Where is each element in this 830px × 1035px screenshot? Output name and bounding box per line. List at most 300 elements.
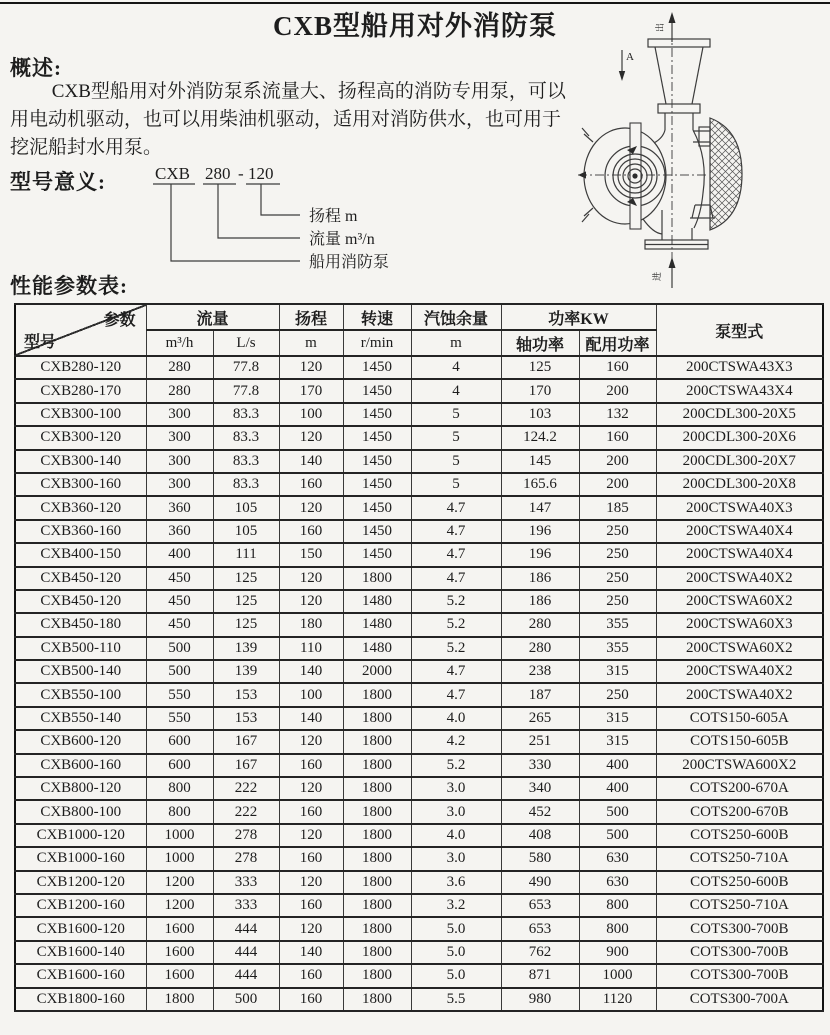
table-cell: 4.7 xyxy=(411,496,501,519)
table-cell: 120 xyxy=(279,871,343,894)
table-cell: 196 xyxy=(501,543,579,566)
table-cell: CXB360-160 xyxy=(15,520,146,543)
table-row xyxy=(15,496,823,519)
table-cell: 444 xyxy=(213,917,279,940)
table-cell: 160 xyxy=(279,754,343,777)
table-cell: 200CTSWA40X3 xyxy=(656,496,823,519)
table-cell: 200CDL300-20X6 xyxy=(656,426,823,449)
table-cell: 200 xyxy=(579,450,656,473)
table-row xyxy=(15,590,823,613)
table-cell: 800 xyxy=(579,917,656,940)
table-cell: 1450 xyxy=(343,426,411,449)
table-cell: 1800 xyxy=(343,707,411,730)
table-cell: 762 xyxy=(501,941,579,964)
table-cell: 4.7 xyxy=(411,567,501,590)
table-cell: 1480 xyxy=(343,637,411,660)
table-cell: CXB300-120 xyxy=(15,426,146,449)
table-cell: 1800 xyxy=(343,917,411,940)
table-cell: 83.3 xyxy=(213,473,279,496)
table-cell: CXB1600-140 xyxy=(15,941,146,964)
table-cell: 4.7 xyxy=(411,683,501,706)
table-cell: 1000 xyxy=(579,964,656,987)
table-cell: 250 xyxy=(579,590,656,613)
table-cell: CXB1000-120 xyxy=(15,824,146,847)
table-cell: 145 xyxy=(501,450,579,473)
table-cell: 1800 xyxy=(343,730,411,753)
table-cell: CXB280-170 xyxy=(15,379,146,402)
table-cell: 980 xyxy=(501,988,579,1011)
table-cell: 5.2 xyxy=(411,590,501,613)
table-cell: 200CTSWA60X3 xyxy=(656,613,823,636)
table-cell: 315 xyxy=(579,707,656,730)
table-cell: 200CDL300-20X8 xyxy=(656,473,823,496)
table-cell: 5 xyxy=(411,426,501,449)
table-cell: 167 xyxy=(213,730,279,753)
table-cell: 120 xyxy=(279,426,343,449)
table-cell: 500 xyxy=(579,824,656,847)
table-row xyxy=(15,683,823,706)
table-cell: COTS200-670B xyxy=(656,800,823,823)
table-cell: CXB1600-120 xyxy=(15,917,146,940)
table-cell: 4.7 xyxy=(411,660,501,683)
table-cell: 1200 xyxy=(146,871,213,894)
table-cell: 1800 xyxy=(343,567,411,590)
table-row xyxy=(15,379,823,402)
header-head-unit: m xyxy=(279,330,343,356)
table-cell: 140 xyxy=(279,941,343,964)
table-cell: 2000 xyxy=(343,660,411,683)
table-cell: 238 xyxy=(501,660,579,683)
table-cell: CXB1000-160 xyxy=(15,847,146,870)
table-cell: 124.2 xyxy=(501,426,579,449)
table-cell: 800 xyxy=(579,894,656,917)
table-cell: 278 xyxy=(213,847,279,870)
table-cell: 5.2 xyxy=(411,754,501,777)
table-cell: 600 xyxy=(146,730,213,753)
table-cell: 200CTSWA40X4 xyxy=(656,520,823,543)
table-cell: CXB400-150 xyxy=(15,543,146,566)
table-cell: 1800 xyxy=(343,800,411,823)
table-cell: CXB300-140 xyxy=(15,450,146,473)
table-cell: 280 xyxy=(146,356,213,379)
table-cell: 147 xyxy=(501,496,579,519)
table-cell: 125 xyxy=(213,613,279,636)
table-cell: 280 xyxy=(501,613,579,636)
table-row xyxy=(15,800,823,823)
table-cell: 1800 xyxy=(343,824,411,847)
model-meaning-diagram xyxy=(145,162,490,276)
table-cell: 160 xyxy=(279,473,343,496)
table-cell: 1800 xyxy=(343,964,411,987)
table-cell: 500 xyxy=(146,660,213,683)
table-cell: 160 xyxy=(279,988,343,1011)
table-cell: 1800 xyxy=(146,988,213,1011)
table-cell: 4.0 xyxy=(411,824,501,847)
table-cell: 200CTSWA40X2 xyxy=(656,567,823,590)
page-title: CXB型船用对外消防泵 xyxy=(272,11,557,41)
table-cell: 1600 xyxy=(146,964,213,987)
performance-table-body xyxy=(15,356,823,1011)
table-cell: 5 xyxy=(411,473,501,496)
table-cell: 5.2 xyxy=(411,613,501,636)
performance-table xyxy=(14,303,824,1012)
table-cell: COTS250-710A xyxy=(656,894,823,917)
section-a-label: A xyxy=(626,51,634,63)
table-row xyxy=(15,520,823,543)
table-cell: 4 xyxy=(411,379,501,402)
table-cell: 355 xyxy=(579,637,656,660)
overview-heading: 概述: xyxy=(10,56,62,80)
table-cell: 408 xyxy=(501,824,579,847)
table-cell: 340 xyxy=(501,777,579,800)
table-row xyxy=(15,637,823,660)
table-cell: 1800 xyxy=(343,894,411,917)
table-cell: CXB1200-120 xyxy=(15,871,146,894)
model-label-flow: 流量 m³/n xyxy=(309,231,375,248)
table-cell: 1450 xyxy=(343,473,411,496)
table-cell: 1450 xyxy=(343,496,411,519)
table-cell: CXB550-100 xyxy=(15,683,146,706)
table-cell: 1800 xyxy=(343,683,411,706)
table-row xyxy=(15,730,823,753)
header-flow-m3h: m³/h xyxy=(146,330,213,356)
table-cell: 150 xyxy=(279,543,343,566)
table-cell: 360 xyxy=(146,496,213,519)
table-cell: 800 xyxy=(146,777,213,800)
table-cell: 3.6 xyxy=(411,871,501,894)
table-cell: 111 xyxy=(213,543,279,566)
table-cell: CXB1600-160 xyxy=(15,964,146,987)
header-flow: 流量 xyxy=(146,304,279,330)
table-cell: 200CTSWA43X4 xyxy=(656,379,823,402)
table-cell: 250 xyxy=(579,683,656,706)
table-cell: 450 xyxy=(146,567,213,590)
table-row xyxy=(15,707,823,730)
table-cell: 315 xyxy=(579,730,656,753)
table-cell: 165.6 xyxy=(501,473,579,496)
table-cell: 3.0 xyxy=(411,800,501,823)
table-cell: 222 xyxy=(213,777,279,800)
table-row xyxy=(15,964,823,987)
table-cell: 160 xyxy=(279,964,343,987)
table-cell: CXB300-160 xyxy=(15,473,146,496)
table-row xyxy=(15,403,823,426)
table-cell: 500 xyxy=(579,800,656,823)
header-speed: 转速 xyxy=(343,304,411,330)
table-cell: 200CTSWA40X2 xyxy=(656,683,823,706)
table-cell: 4.2 xyxy=(411,730,501,753)
header-pump-type: 泵型式 xyxy=(656,304,823,356)
pump-technical-drawing xyxy=(575,0,830,295)
table-cell: 550 xyxy=(146,707,213,730)
table-cell: 630 xyxy=(579,847,656,870)
table-cell: 120 xyxy=(279,917,343,940)
table-cell: 200CDL300-20X5 xyxy=(656,403,823,426)
table-cell: 120 xyxy=(279,824,343,847)
table-cell: CXB450-180 xyxy=(15,613,146,636)
table-cell: 1600 xyxy=(146,917,213,940)
table-cell: CXB280-120 xyxy=(15,356,146,379)
table-cell: 580 xyxy=(501,847,579,870)
table-cell: 160 xyxy=(279,520,343,543)
table-cell: CXB450-120 xyxy=(15,590,146,613)
table-cell: 77.8 xyxy=(213,356,279,379)
table-cell: 200CTSWA600X2 xyxy=(656,754,823,777)
table-row xyxy=(15,871,823,894)
table-cell: COTS300-700B xyxy=(656,941,823,964)
table-cell: 200 xyxy=(579,473,656,496)
corner-label-model: 型号 xyxy=(24,334,57,351)
table-row xyxy=(15,356,823,379)
table-cell: 83.3 xyxy=(213,450,279,473)
table-row xyxy=(15,847,823,870)
table-cell: 3.2 xyxy=(411,894,501,917)
table-cell: 3.0 xyxy=(411,777,501,800)
model-code-prefix: CXB xyxy=(155,164,190,183)
header-head: 扬程 xyxy=(279,304,343,330)
table-cell: 185 xyxy=(579,496,656,519)
table-cell: CXB360-120 xyxy=(15,496,146,519)
table-cell: 1800 xyxy=(343,754,411,777)
table-cell: 1450 xyxy=(343,520,411,543)
outlet-flow-label: 出 xyxy=(655,22,665,32)
table-cell: 1000 xyxy=(146,847,213,870)
table-cell: 333 xyxy=(213,894,279,917)
table-cell: 170 xyxy=(279,379,343,402)
table-cell: 450 xyxy=(146,613,213,636)
table-cell: COTS250-710A xyxy=(656,847,823,870)
table-cell: 1120 xyxy=(579,988,656,1011)
table-cell: 100 xyxy=(279,683,343,706)
table-cell: 153 xyxy=(213,707,279,730)
table-cell: 1200 xyxy=(146,894,213,917)
table-cell: 450 xyxy=(146,590,213,613)
table-cell: 77.8 xyxy=(213,379,279,402)
table-cell: 1450 xyxy=(343,450,411,473)
header-power-rated: 配用功率 xyxy=(579,330,656,356)
table-cell: 105 xyxy=(213,520,279,543)
table-cell: 200 xyxy=(579,379,656,402)
header-flow-ls: L/s xyxy=(213,330,279,356)
table-cell: 1480 xyxy=(343,613,411,636)
model-code-flow: 280 xyxy=(205,164,231,183)
table-cell: 1480 xyxy=(343,590,411,613)
table-cell: 140 xyxy=(279,707,343,730)
table-row xyxy=(15,917,823,940)
header-speed-unit: r/min xyxy=(343,330,411,356)
table-cell: 83.3 xyxy=(213,426,279,449)
table-cell: 300 xyxy=(146,473,213,496)
table-cell: 1800 xyxy=(343,988,411,1011)
table-cell: 4.7 xyxy=(411,543,501,566)
table-cell: 186 xyxy=(501,567,579,590)
table-cell: 200CTSWA43X3 xyxy=(656,356,823,379)
table-cell: COTS150-605B xyxy=(656,730,823,753)
table-cell: CXB300-100 xyxy=(15,403,146,426)
overview-paragraph: CXB型船用对外消防泵系流量大、扬程高的消防专用泵，可以用电动机驱动，也可以用柴油机驱动，适用对消防供水，也可用于挖泥船封水用泵。 xyxy=(10,81,566,158)
table-cell: CXB450-120 xyxy=(15,567,146,590)
table-cell: COTS250-600B xyxy=(656,871,823,894)
table-row xyxy=(15,824,823,847)
table-cell: CXB600-160 xyxy=(15,754,146,777)
table-cell: 871 xyxy=(501,964,579,987)
table-row xyxy=(15,426,823,449)
table-cell: 140 xyxy=(279,660,343,683)
table-cell: 120 xyxy=(279,730,343,753)
table-cell: COTS250-600B xyxy=(656,824,823,847)
table-cell: 120 xyxy=(279,496,343,519)
header-npsh-unit: m xyxy=(411,330,501,356)
table-cell: 160 xyxy=(279,847,343,870)
table-cell: 1800 xyxy=(343,871,411,894)
table-cell: CXB800-100 xyxy=(15,800,146,823)
table-cell: CXB1200-160 xyxy=(15,894,146,917)
table-cell: 1450 xyxy=(343,403,411,426)
table-cell: CXB600-120 xyxy=(15,730,146,753)
table-cell: 800 xyxy=(146,800,213,823)
table-cell: 120 xyxy=(279,567,343,590)
table-cell: 1800 xyxy=(343,777,411,800)
table-row xyxy=(15,777,823,800)
table-cell: 444 xyxy=(213,941,279,964)
model-code-dash: - xyxy=(238,164,244,183)
table-cell: 100 xyxy=(279,403,343,426)
table-cell: 360 xyxy=(146,520,213,543)
table-cell: 186 xyxy=(501,590,579,613)
table-cell: 1800 xyxy=(343,941,411,964)
table-cell: 187 xyxy=(501,683,579,706)
table-cell: 355 xyxy=(579,613,656,636)
table-cell: COTS150-605A xyxy=(656,707,823,730)
table-cell: 170 xyxy=(501,379,579,402)
table-cell: 5.2 xyxy=(411,637,501,660)
table-cell: 167 xyxy=(213,754,279,777)
table-cell: 400 xyxy=(146,543,213,566)
table-cell: 3.0 xyxy=(411,847,501,870)
table-cell: 180 xyxy=(279,613,343,636)
table-cell: 250 xyxy=(579,520,656,543)
table-cell: 452 xyxy=(501,800,579,823)
table-cell: 103 xyxy=(501,403,579,426)
table-cell: 200CTSWA60X2 xyxy=(656,637,823,660)
table-cell: 200CTSWA40X4 xyxy=(656,543,823,566)
table-cell: 280 xyxy=(146,379,213,402)
table-cell: CXB800-120 xyxy=(15,777,146,800)
table-cell: 444 xyxy=(213,964,279,987)
inlet-flow-label: 进 xyxy=(652,271,662,281)
table-cell: 196 xyxy=(501,520,579,543)
table-cell: 125 xyxy=(213,590,279,613)
table-cell: 83.3 xyxy=(213,403,279,426)
table-row xyxy=(15,473,823,496)
table-cell: 5 xyxy=(411,450,501,473)
table-cell: 1450 xyxy=(343,356,411,379)
table-cell: 333 xyxy=(213,871,279,894)
table-cell: 4.0 xyxy=(411,707,501,730)
table-cell: 653 xyxy=(501,917,579,940)
table-row xyxy=(15,660,823,683)
table-cell: 160 xyxy=(279,800,343,823)
table-cell: 500 xyxy=(146,637,213,660)
table-cell: 5 xyxy=(411,403,501,426)
table-cell: 105 xyxy=(213,496,279,519)
table-cell: 490 xyxy=(501,871,579,894)
table-cell: COTS300-700B xyxy=(656,964,823,987)
table-cell: 120 xyxy=(279,777,343,800)
table-cell: 500 xyxy=(213,988,279,1011)
table-cell: 1800 xyxy=(343,847,411,870)
table-cell: 250 xyxy=(579,567,656,590)
performance-table-heading: 性能参数表: xyxy=(10,274,128,298)
table-cell: 653 xyxy=(501,894,579,917)
table-cell: 200CTSWA60X2 xyxy=(656,590,823,613)
table-cell: 5.0 xyxy=(411,917,501,940)
table-cell: COTS300-700A xyxy=(656,988,823,1011)
model-label-head: 扬程 m xyxy=(309,208,358,225)
header-row-1 xyxy=(15,304,823,330)
table-cell: 400 xyxy=(579,754,656,777)
table-cell: 330 xyxy=(501,754,579,777)
table-cell: 125 xyxy=(501,356,579,379)
table-row xyxy=(15,613,823,636)
header-npsh: 汽蚀余量 xyxy=(411,304,501,330)
table-row xyxy=(15,894,823,917)
table-row xyxy=(15,941,823,964)
table-cell: 5.0 xyxy=(411,964,501,987)
table-cell: 200CTSWA40X2 xyxy=(656,660,823,683)
table-cell: 120 xyxy=(279,590,343,613)
table-cell: 139 xyxy=(213,660,279,683)
table-cell: 600 xyxy=(146,754,213,777)
table-cell: 5.5 xyxy=(411,988,501,1011)
table-cell: 630 xyxy=(579,871,656,894)
table-cell: CXB1800-160 xyxy=(15,988,146,1011)
table-cell: 160 xyxy=(279,894,343,917)
header-power: 功率KW xyxy=(501,304,656,330)
table-row xyxy=(15,450,823,473)
table-cell: 160 xyxy=(579,426,656,449)
table-cell: 4 xyxy=(411,356,501,379)
table-cell: 300 xyxy=(146,403,213,426)
table-cell: 278 xyxy=(213,824,279,847)
model-code-head: 120 xyxy=(248,164,274,183)
table-cell: 222 xyxy=(213,800,279,823)
table-cell: 265 xyxy=(501,707,579,730)
table-row xyxy=(15,754,823,777)
table-cell: 1450 xyxy=(343,543,411,566)
table-cell: 139 xyxy=(213,637,279,660)
table-row xyxy=(15,543,823,566)
table-row xyxy=(15,988,823,1011)
table-cell: CXB500-140 xyxy=(15,660,146,683)
table-cell: 160 xyxy=(579,356,656,379)
table-row xyxy=(15,567,823,590)
table-cell: 280 xyxy=(501,637,579,660)
table-cell: 4.7 xyxy=(411,520,501,543)
table-cell: 1600 xyxy=(146,941,213,964)
table-cell: 125 xyxy=(213,567,279,590)
table-cell: COTS300-700B xyxy=(656,917,823,940)
table-cell: 1000 xyxy=(146,824,213,847)
model-label-type: 船用消防泵 xyxy=(309,254,390,271)
table-cell: 550 xyxy=(146,683,213,706)
table-cell: 1450 xyxy=(343,379,411,402)
table-cell: 250 xyxy=(579,543,656,566)
table-cell: 200CDL300-20X7 xyxy=(656,450,823,473)
table-cell: CXB500-110 xyxy=(15,637,146,660)
table-cell: 300 xyxy=(146,450,213,473)
corner-label-parameter: 参数 xyxy=(103,312,136,329)
